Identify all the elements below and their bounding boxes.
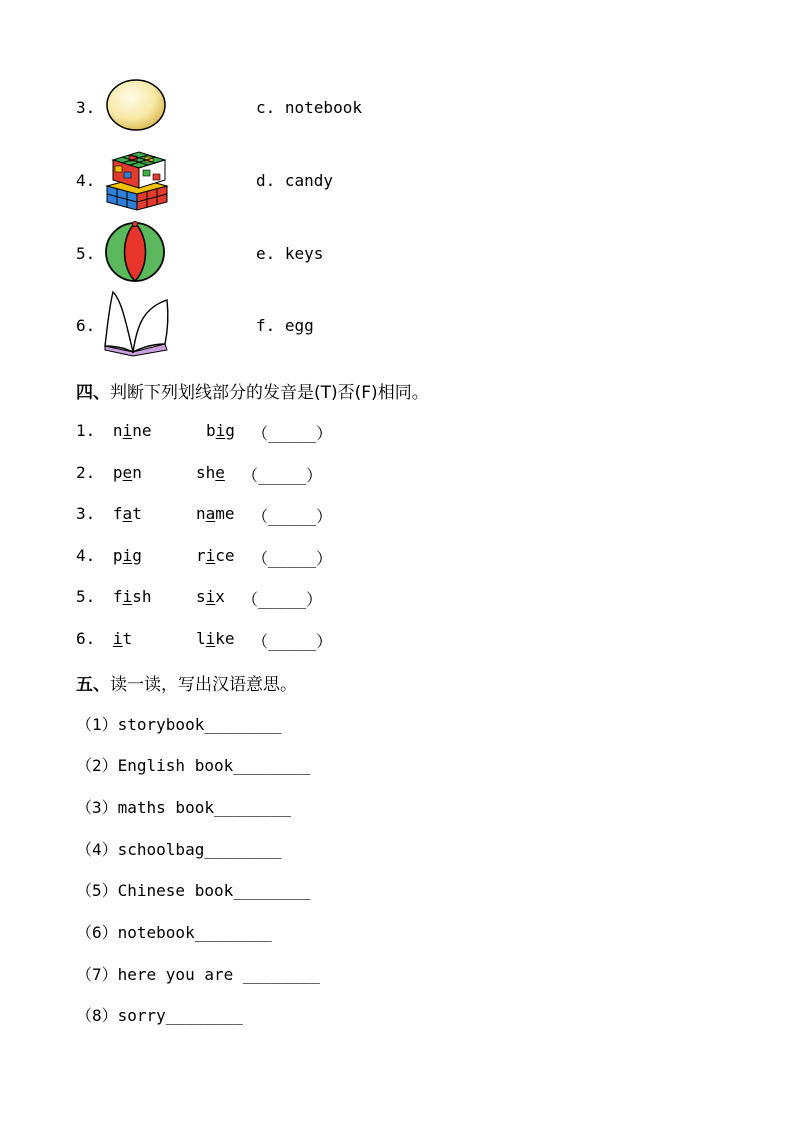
list-item[interactable]: （3）maths book________ [76, 798, 292, 817]
list-item: 2. pen [76, 463, 142, 482]
section-5-heading [76, 670, 297, 695]
list-item-word2: name [196, 504, 235, 523]
list-item-word2: big [206, 421, 235, 440]
list-item: 6. it [76, 629, 133, 648]
section-4-heading [76, 378, 429, 403]
answer-blank[interactable]: （_____） [242, 590, 323, 609]
section-number: 五、 [76, 675, 110, 695]
answer-blank[interactable]: （_____） [252, 424, 333, 443]
list-item[interactable]: （8）sorry________ [76, 1006, 243, 1025]
list-item-word2: rice [196, 546, 235, 565]
match-number: 3. [76, 98, 96, 117]
list-item: 3. fat [76, 504, 142, 523]
section-title: 判断下列划线部分的发音是(T)否(F)相同。 [110, 383, 429, 403]
rubiks-cube-icon [103, 146, 171, 212]
list-item[interactable]: （5）Chinese book________ [76, 881, 311, 900]
match-number: 6. [76, 316, 96, 335]
list-item[interactable]: （4）schoolbag________ [76, 840, 282, 859]
section-title: 读一读，写出汉语意思。 [110, 675, 297, 695]
answer-blank[interactable]: （_____） [252, 632, 333, 651]
list-item-word2: she [196, 463, 225, 482]
answer-blank[interactable]: （_____） [242, 466, 323, 485]
list-item[interactable]: （2）English book________ [76, 756, 311, 775]
match-option: c. notebook [256, 98, 362, 117]
match-option: f. egg [256, 316, 314, 335]
open-book-icon [103, 290, 173, 358]
match-option: e. keys [256, 244, 324, 263]
list-item: 4. pig [76, 546, 142, 565]
ball-icon [103, 219, 167, 283]
answer-blank[interactable]: （_____） [252, 549, 333, 568]
list-item: 5. fish [76, 587, 152, 606]
list-item: 1. nine [76, 421, 152, 440]
match-number: 4. [76, 171, 96, 190]
match-number: 5. [76, 244, 96, 263]
section-number: 四、 [76, 383, 110, 403]
list-item[interactable]: （1）storybook________ [76, 715, 282, 734]
match-option: d. candy [256, 171, 334, 190]
egg-icon [103, 78, 167, 132]
list-item-word2: like [196, 629, 235, 648]
list-item[interactable]: （7）here you are ________ [76, 965, 320, 984]
list-item-word2: six [196, 587, 225, 606]
answer-blank[interactable]: （_____） [252, 507, 333, 526]
list-item[interactable]: （6）notebook________ [76, 923, 272, 942]
